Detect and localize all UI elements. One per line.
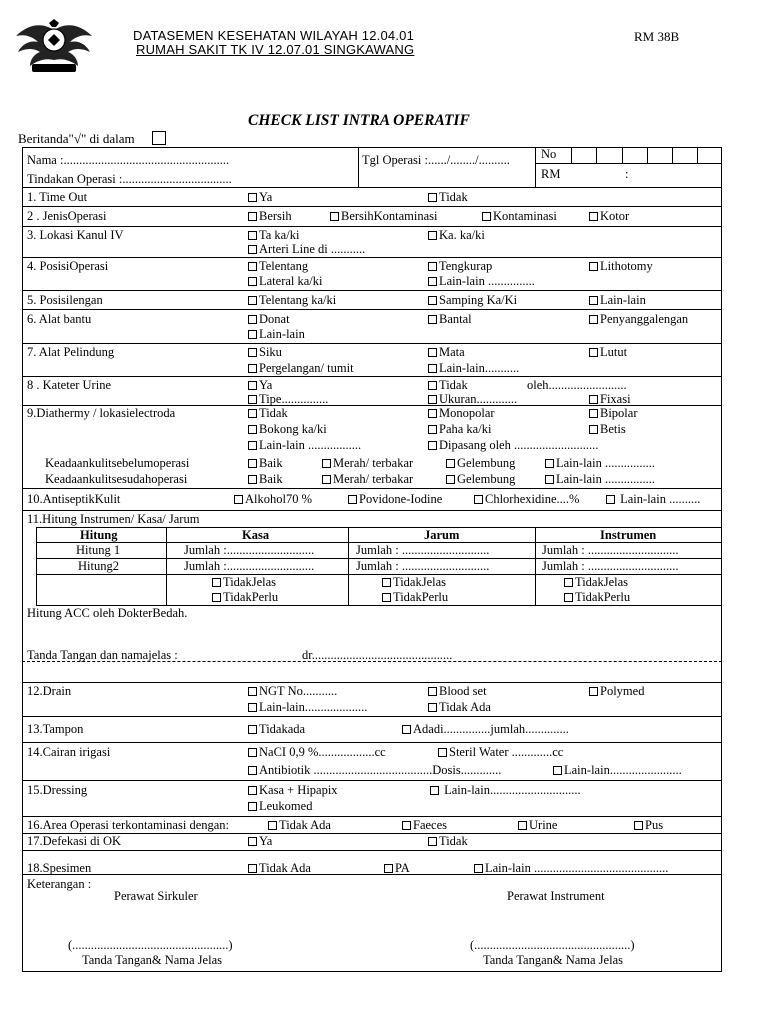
checkbox[interactable] [589, 687, 598, 696]
checkbox[interactable] [248, 802, 257, 811]
row-alat-pelindung-label: 7. Alat Pelindung [27, 345, 115, 359]
skin-before-baik[interactable]: Baik [248, 456, 283, 471]
checkbox[interactable] [248, 409, 257, 418]
checkbox[interactable] [248, 475, 257, 484]
diathermy-bokong-option[interactable]: Bokong ka/ki [248, 422, 327, 437]
skin-after-lain[interactable]: Lain-lain ................ [545, 472, 655, 487]
row-area-terkontaminasi-label: 16.Area Operasi terkontaminasi dengan: [27, 818, 230, 832]
checkbox[interactable] [589, 409, 598, 418]
no-label: No [541, 147, 557, 161]
dressing-lain-option[interactable]: Lain-lain............................. [430, 783, 581, 798]
checkbox[interactable] [428, 231, 437, 240]
jenis-kontaminasi-option[interactable]: Kontaminasi [482, 209, 557, 224]
page-title: CHECK LIST INTRA OPERATIF [248, 112, 470, 129]
drain-tidak-ada-option[interactable]: Tidak Ada [428, 700, 491, 715]
checkbox[interactable] [428, 315, 437, 324]
checkbox[interactable] [248, 315, 257, 324]
checkbox[interactable] [402, 725, 411, 734]
spesimen-pa-option[interactable]: PA [384, 861, 410, 876]
count-row-2-jarum[interactable]: Jumlah : ............................ [356, 559, 490, 573]
checkbox[interactable] [428, 409, 437, 418]
checkbox[interactable] [248, 725, 257, 734]
pelindung-siku-option[interactable]: Siku [248, 345, 282, 360]
pelindung-pergelangan-option[interactable]: Pergelangan/ tumit [248, 361, 354, 376]
defekasi-ya-option[interactable]: Ya [248, 834, 272, 849]
drain-ngt-option[interactable]: NGT No........... [248, 684, 337, 699]
checkbox[interactable] [428, 395, 437, 404]
kateter-tipe-option[interactable]: Tipe............... [248, 392, 328, 407]
header-line-2: RUMAH SAKIT TK IV 12.07.01 SINGKAWANG [136, 42, 415, 57]
posisi-lithotomy-option[interactable]: Lithotomy [589, 259, 653, 274]
hospital-logo [12, 18, 96, 74]
diathermy-tidak-option[interactable]: Tidak [248, 406, 288, 421]
irigasi-lain-option[interactable]: Lain-lain....................... [553, 763, 682, 778]
row-lokasi-kanul-label: 3. Lokasi Kanul IV [27, 228, 124, 242]
checkbox[interactable] [248, 381, 257, 390]
perawat-sirkuler-title: Perawat Sirkuler [114, 889, 198, 903]
lengan-lain-option[interactable]: Lain-lain [589, 293, 646, 308]
checkbox[interactable] [634, 821, 643, 830]
checkbox[interactable] [248, 364, 257, 373]
checkbox[interactable] [589, 315, 598, 324]
checkbox[interactable] [428, 277, 437, 286]
checkbox[interactable] [545, 459, 554, 468]
checkbox[interactable] [430, 786, 439, 795]
row-kateter-urine-label: 8 . Kateter Urine [27, 378, 111, 392]
checkbox[interactable] [446, 475, 455, 484]
antiseptik-chlorhexidine-option[interactable]: Chlorhexidine....% [474, 492, 579, 507]
defekasi-tidak-option[interactable]: Tidak [428, 834, 468, 849]
checkbox[interactable] [518, 821, 527, 830]
kontaminasi-faeces-option[interactable]: Faeces [402, 818, 447, 833]
count-row-1-instrumen[interactable]: Jumlah : ............................. [542, 543, 679, 557]
spesimen-lain-option[interactable]: Lain-lain ........................................... [474, 861, 668, 876]
patient-name-field[interactable]: Nama :..................................................... [27, 153, 230, 167]
kateter-tidak-option[interactable]: Tidak [428, 378, 468, 393]
checkbox[interactable] [248, 687, 257, 696]
checkbox[interactable] [322, 475, 331, 484]
checkbox[interactable] [322, 459, 331, 468]
kateter-fixasi-option[interactable]: Fixasi [589, 392, 631, 407]
row-diathermy-label: 9.Diathermy / lokasielectroda [27, 406, 176, 420]
sirkuler-signature-line[interactable]: (..................................................) [68, 938, 233, 952]
rm-field[interactable]: : [625, 167, 629, 181]
checkbox[interactable] [248, 212, 257, 221]
checkbox[interactable] [234, 495, 243, 504]
tampon-ada-option[interactable]: Adadi...............jumlah.............. [402, 722, 569, 737]
pelindung-lain-option[interactable]: Lain-lain........... [428, 361, 519, 376]
drain-blood-set-option[interactable]: Blood set [428, 684, 487, 699]
checkbox[interactable] [248, 231, 257, 240]
count-acc-text: Hitung ACC oleh DokterBedah. [27, 606, 188, 620]
bantu-penyangga-option[interactable]: Penyanggalengan [589, 312, 688, 327]
kanul-ta-option[interactable]: Ta ka/ki [248, 228, 299, 243]
tampon-tidak-ada-option[interactable]: Tidakada [248, 722, 305, 737]
jenis-kotor-option[interactable]: Kotor [589, 209, 629, 224]
jenis-bersih-kontaminasi-option[interactable]: BersihKontaminasi [330, 209, 438, 224]
keterangan-label: Keterangan : [27, 877, 92, 891]
count-row-2-label: Hitung2 [78, 559, 119, 573]
kontaminasi-urine-option[interactable]: Urine [518, 818, 557, 833]
checkbox[interactable] [446, 459, 455, 468]
checkbox[interactable] [248, 245, 257, 254]
checkbox[interactable] [428, 425, 437, 434]
instrumen-tidak-perlu[interactable]: TidakPerlu [564, 590, 630, 605]
jenis-bersih-option[interactable]: Bersih [248, 209, 292, 224]
instrument-signature-line[interactable]: (..................................................) [470, 938, 635, 952]
sirkuler-signature-label: Tanda Tangan& Nama Jelas [82, 953, 222, 967]
checkbox[interactable] [248, 277, 257, 286]
drain-polymed-option[interactable]: Polymed [589, 684, 644, 699]
checkbox[interactable] [474, 864, 483, 873]
count-row-2-kasa[interactable]: Jumlah :............................ [184, 559, 315, 573]
count-header-instrumen: Instrumen [600, 528, 657, 542]
antiseptik-alkohol-option[interactable]: Alkohol70 % [234, 492, 312, 507]
time-out-tidak-option[interactable]: Tidak [428, 190, 468, 205]
instruction-text: Beritanda"√" di dalam [18, 131, 166, 146]
row-jenis-operasi-label: 2 . JenisOperasi [27, 209, 107, 223]
spesimen-tidak-ada-option[interactable]: Tidak Ada [248, 861, 311, 876]
checkbox[interactable] [384, 864, 393, 873]
checkbox[interactable] [248, 864, 257, 873]
lengan-telentang-option[interactable]: Telentang ka/ki [248, 293, 336, 308]
row-tampon-label: 13.Tampon [27, 722, 84, 736]
row-drain-label: 12.Drain [27, 684, 72, 698]
kateter-oleh-field[interactable]: oleh......................... [527, 378, 627, 392]
header-line-1: DATASEMEN KESEHATAN WILAYAH 12.04.01 [133, 28, 415, 43]
checkbox[interactable] [428, 703, 437, 712]
skin-after-gelembung[interactable]: Gelembung [446, 472, 515, 487]
checkbox[interactable] [248, 395, 257, 404]
kateter-ukuran-option[interactable]: Ukuran............. [428, 392, 517, 407]
checkbox[interactable] [564, 593, 573, 602]
checkbox[interactable] [474, 495, 483, 504]
checkbox[interactable] [248, 296, 257, 305]
jarum-tidak-perlu[interactable]: TidakPerlu [382, 590, 448, 605]
jarum-tidak-jelas[interactable]: TidakJelas [382, 575, 446, 590]
diathermy-lain-option[interactable]: Lain-lain ................. [248, 438, 361, 453]
checkbox[interactable] [248, 837, 257, 846]
checkbox[interactable] [428, 296, 437, 305]
count-row-2-instrumen[interactable]: Jumlah : ............................. [542, 559, 679, 573]
checkbox[interactable] [330, 212, 339, 221]
checkbox[interactable] [248, 703, 257, 712]
skin-before-label: Keadaankulitsebelumoperasi [45, 456, 190, 470]
rm-label: RM [541, 167, 561, 181]
instrument-signature-label: Tanda Tangan& Nama Jelas [483, 953, 623, 967]
checkbox[interactable] [564, 578, 573, 587]
surgery-date-field[interactable]: Tgl Operasi :....../......../.......... [362, 153, 510, 167]
checkbox[interactable] [248, 348, 257, 357]
diathermy-betis-option[interactable]: Betis [589, 422, 626, 437]
irigasi-nacl-option[interactable]: NaCI 0,9 %..................cc [248, 745, 386, 760]
checkbox[interactable] [248, 262, 257, 271]
checkbox[interactable] [248, 766, 257, 775]
skin-before-gelembung[interactable]: Gelembung [446, 456, 515, 471]
row-time-out-label: 1. Time Out [27, 190, 88, 204]
checkbox[interactable] [248, 193, 257, 202]
posisi-tengkurap-option[interactable]: Tengkurap [428, 259, 492, 274]
time-out-ya-option[interactable]: Ya [248, 190, 272, 205]
posisi-lain-option[interactable]: Lain-lain ............... [428, 274, 535, 289]
checkbox[interactable] [606, 495, 615, 504]
checkbox[interactable] [553, 766, 562, 775]
row-cairan-irigasi-label: 14.Cairan irigasi [27, 745, 111, 759]
kanul-arteri-option[interactable]: Arteri Line di ........... [248, 242, 365, 257]
skin-before-merah[interactable]: Merah/ terbakar [322, 456, 413, 471]
checkbox[interactable] [589, 262, 598, 271]
checkbox[interactable] [589, 425, 598, 434]
skin-after-label: Keadaankulitsesudahoperasi [45, 472, 188, 486]
checkbox[interactable] [589, 348, 598, 357]
row-defekasi-label: 17.Defekasi di OK [27, 834, 122, 848]
row-antiseptik-label: 10.AntiseptikKulit [27, 492, 121, 506]
kateter-ya-option[interactable]: Ya [248, 378, 272, 393]
divider [22, 661, 722, 662]
irigasi-antibiotik-option[interactable]: Antibiotik ......................................Dosis............. [248, 763, 501, 778]
checkbox[interactable] [248, 441, 257, 450]
checkbox[interactable] [212, 578, 221, 587]
bantu-donat-option[interactable]: Donat [248, 312, 290, 327]
checkbox[interactable] [402, 821, 411, 830]
kanul-ka-option[interactable]: Ka. ka/ki [428, 228, 485, 243]
pelindung-mata-option[interactable]: Mata [428, 345, 465, 360]
pelindung-lutut-option[interactable]: Lutut [589, 345, 627, 360]
count-signature-label: Tanda Tangan dan namajelas : [27, 648, 178, 662]
checkbox[interactable] [382, 578, 391, 587]
checkbox[interactable] [438, 748, 447, 757]
checkbox[interactable] [248, 786, 257, 795]
kasa-tidak-perlu[interactable]: TidakPerlu [212, 590, 278, 605]
checkbox[interactable] [248, 330, 257, 339]
diathermy-bipolar-option[interactable]: Bipolar [589, 406, 638, 421]
count-header-jarum: Jarum [424, 528, 460, 542]
doctor-signature-field[interactable]: dr............................................. [302, 648, 453, 662]
kontaminasi-tidak-ada-option[interactable]: Tidak Ada [268, 818, 331, 833]
skin-after-merah[interactable]: Merah/ terbakar [322, 472, 413, 487]
row-alat-bantu-label: 6. Alat bantu [27, 312, 92, 326]
checkbox[interactable] [248, 748, 257, 757]
diathermy-paha-option[interactable]: Paha ka/ki [428, 422, 491, 437]
checkbox[interactable] [428, 348, 437, 357]
skin-before-lain[interactable]: Lain-lain ................ [545, 456, 655, 471]
checkbox[interactable] [428, 364, 437, 373]
diathermy-monopolar-option[interactable]: Monopolar [428, 406, 495, 421]
checkbox[interactable] [589, 395, 598, 404]
row-posisi-operasi-label: 4. PosisiOperasi [27, 259, 109, 273]
kasa-tidak-jelas[interactable]: TidakJelas [212, 575, 276, 590]
row-dressing-label: 15.Dressing [27, 783, 88, 797]
kontaminasi-pus-option[interactable]: Pus [634, 818, 663, 833]
procedure-field[interactable]: Tindakan Operasi :................................... [27, 172, 232, 186]
lengan-samping-option[interactable]: Samping Ka/Ki [428, 293, 517, 308]
checkbox[interactable] [589, 212, 598, 221]
row-spesimen-label: 18.Spesimen [27, 861, 92, 875]
form-code: RM 38B [634, 29, 680, 44]
count-header-kasa: Kasa [242, 528, 270, 542]
checkbox[interactable] [428, 441, 437, 450]
bantu-bantal-option[interactable]: Bantal [428, 312, 472, 327]
skin-after-baik[interactable]: Baik [248, 472, 283, 487]
checkbox[interactable] [482, 212, 491, 221]
row-hitung-label: 11.Hitung Instrumen/ Kasa/ Jarum [27, 512, 200, 526]
diathermy-dipasang-option[interactable]: Dipasang oleh ........................... [428, 438, 598, 453]
checkbox[interactable] [589, 296, 598, 305]
dressing-kasa-option[interactable]: Kasa + Hipapix [248, 783, 338, 798]
antiseptik-povidone-option[interactable]: Povidone-Iodine [348, 492, 442, 507]
checkbox[interactable] [348, 495, 357, 504]
posisi-lateral-option[interactable]: Lateral ka/ki [248, 274, 323, 289]
checkbox[interactable] [545, 475, 554, 484]
row-posisi-lengan-label: 5. Posisilengan [27, 293, 103, 307]
checkbox[interactable] [428, 837, 437, 846]
count-row-1-jarum[interactable]: Jumlah : ............................ [356, 543, 490, 557]
instruction-checkbox [152, 131, 166, 145]
count-header-hitung: Hitung [80, 528, 118, 542]
antiseptik-lain-option[interactable]: Lain-lain .......... [606, 492, 700, 507]
checkbox[interactable] [382, 593, 391, 602]
bantu-lain-option[interactable]: Lain-lain [248, 327, 305, 342]
checkbox[interactable] [248, 425, 257, 434]
count-row-1-kasa[interactable]: Jumlah :............................ [184, 543, 315, 557]
checkbox[interactable] [428, 193, 437, 202]
irigasi-steril-water-option[interactable]: Steril Water .............cc [438, 745, 563, 760]
checkbox[interactable] [268, 821, 277, 830]
count-row-1-label: Hitung 1 [76, 543, 121, 557]
checkbox[interactable] [428, 381, 437, 390]
perawat-instrument-title: Perawat Instrument [507, 889, 605, 903]
checkbox[interactable] [428, 262, 437, 271]
instrumen-tidak-jelas[interactable]: TidakJelas [564, 575, 628, 590]
checkbox[interactable] [428, 687, 437, 696]
dressing-leukomed-option[interactable]: Leukomed [248, 799, 312, 814]
checkbox[interactable] [248, 459, 257, 468]
drain-lain-option[interactable]: Lain-lain.................... [248, 700, 367, 715]
posisi-telentang-option[interactable]: Telentang [248, 259, 308, 274]
checkbox[interactable] [212, 593, 221, 602]
